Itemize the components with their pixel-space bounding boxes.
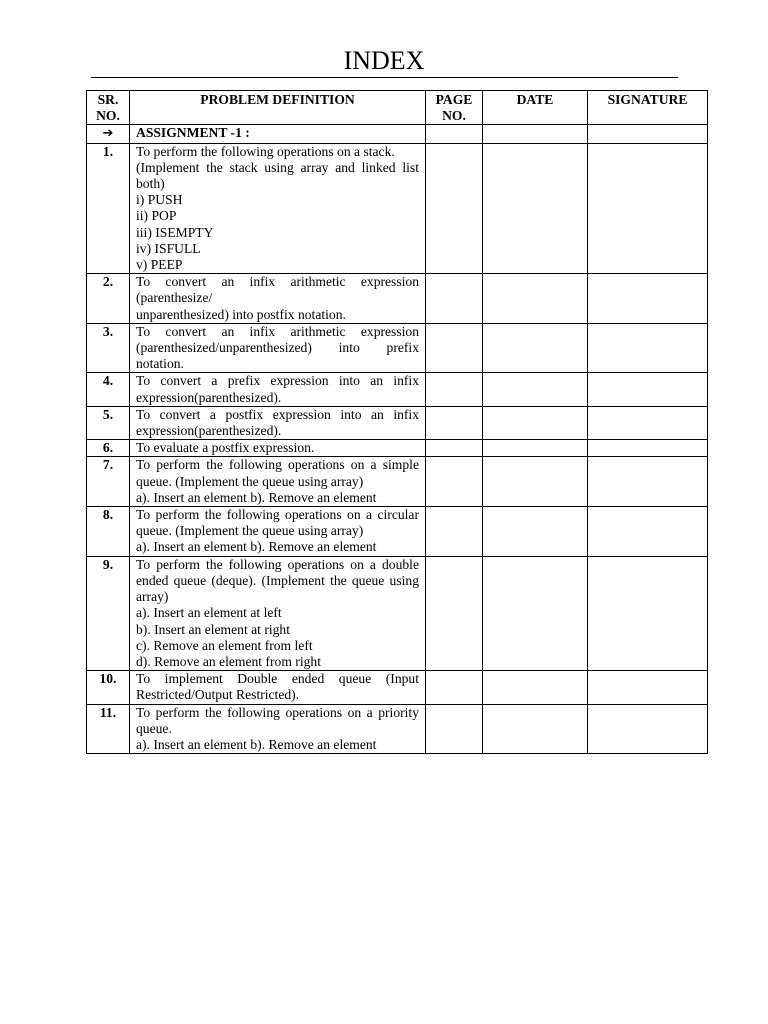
date-cell (483, 507, 588, 557)
problem-definition (130, 440, 426, 457)
header-sr-no (87, 91, 130, 125)
page-cell (426, 323, 483, 373)
table-row (87, 507, 708, 557)
table-row (87, 556, 708, 670)
table-row (87, 323, 708, 373)
problem-definition (130, 556, 426, 670)
table-row (87, 373, 708, 406)
signature-cell (588, 406, 708, 439)
date-cell (483, 704, 588, 754)
definition-line: i) PUSH (136, 192, 183, 208)
signature-cell (588, 125, 708, 143)
arrow-cell (87, 125, 130, 143)
definition-line: ii) POP (136, 208, 177, 224)
header-date: DATE (483, 91, 588, 125)
definition-line: To perform the following operations on a simple queue. (Implement the queue using array) (136, 457, 419, 489)
date-cell (483, 671, 588, 704)
signature-cell (588, 671, 708, 704)
signature-cell (588, 556, 708, 670)
page-cell (426, 440, 483, 457)
definition-line: To perform the following operations on a double ended queue (deque). (Implement the queue using array) (136, 556, 419, 605)
definition-line: To convert a prefix expression into an infix expression(parenthesized). (136, 373, 419, 405)
problem-definition (130, 143, 426, 274)
table-row (87, 457, 708, 507)
page-cell (426, 704, 483, 754)
page-cell (426, 457, 483, 507)
serial-number: 6. (87, 440, 130, 457)
page-cell (426, 125, 483, 143)
page-title: INDEX (343, 46, 425, 75)
page-cell (426, 671, 483, 704)
problem-definition (130, 457, 426, 507)
table-row (87, 440, 708, 457)
header-problem-definition: PROBLEM DEFINITION (130, 91, 426, 125)
definition-line: To perform the following operations on a circular queue. (Implement the queue using array) (136, 507, 419, 539)
right-arrow-icon: ➔ (102, 126, 114, 142)
problem-definition (130, 704, 426, 754)
page-cell (426, 507, 483, 557)
serial-number: 1. (87, 143, 130, 274)
index-table (86, 90, 708, 754)
definition-line: iii) ISEMPTY (136, 224, 214, 240)
assignment-label: ASSIGNMENT -1 : (130, 125, 426, 143)
problem-definition (130, 671, 426, 704)
definition-line: unparenthesized) into postfix notation. (136, 306, 346, 322)
date-cell (483, 125, 588, 143)
table-row (87, 671, 708, 704)
date-cell (483, 323, 588, 373)
signature-cell (588, 507, 708, 557)
page-cell (426, 274, 483, 324)
definition-line: To convert an infix arithmetic expression (parenthesize/ (136, 274, 419, 306)
signature-cell (588, 323, 708, 373)
assignment-row (87, 125, 708, 143)
date-cell (483, 556, 588, 670)
header-page-text: PAGE NO. (435, 92, 473, 124)
signature-cell (588, 274, 708, 324)
problem-definition (130, 274, 426, 324)
date-cell (483, 406, 588, 439)
definition-line: (Implement the stack using array and linked list both) (136, 159, 419, 192)
definition-line: b). Insert an element at right (136, 621, 291, 637)
problem-definition (130, 323, 426, 373)
date-cell (483, 274, 588, 324)
signature-cell (588, 704, 708, 754)
title-underline (91, 77, 678, 78)
signature-cell (588, 143, 708, 274)
definition-line: To evaluate a postfix expression. (136, 440, 315, 456)
page-cell (426, 143, 483, 274)
definition-line: To perform the following operations on a stack. (136, 143, 395, 159)
definition-line: a). Insert an element b). Remove an element (136, 736, 377, 752)
problem-definition (130, 406, 426, 439)
definition-line: To perform the following operations on a priority queue. (136, 704, 419, 736)
date-cell (483, 143, 588, 274)
signature-cell (588, 373, 708, 406)
table-row (87, 143, 708, 274)
definition-line: a). Insert an element at left (136, 605, 282, 621)
serial-number: 10. (87, 671, 130, 704)
table-row (87, 406, 708, 439)
definition-line: d). Remove an element from right (136, 653, 321, 669)
signature-cell (588, 457, 708, 507)
serial-number: 8. (87, 507, 130, 557)
serial-number: 3. (87, 323, 130, 373)
date-cell (483, 457, 588, 507)
header-sr-text: SR. NO. (96, 92, 120, 124)
definition-line: iv) ISFULL (136, 240, 201, 256)
table-row (87, 274, 708, 324)
header-page-no (426, 91, 483, 125)
definition-line: a). Insert an element b). Remove an element (136, 489, 377, 505)
definition-line: To convert an infix arithmetic expression (parenthesized/unparenthesized) into prefix notation. (136, 323, 419, 372)
page-cell (426, 406, 483, 439)
problem-definition (130, 373, 426, 406)
date-cell (483, 373, 588, 406)
serial-number: 9. (87, 556, 130, 670)
serial-number: 7. (87, 457, 130, 507)
definition-line: a). Insert an element b). Remove an element (136, 539, 377, 555)
definition-line: v) PEEP (136, 257, 183, 273)
serial-number: 11. (87, 704, 130, 754)
page-cell (426, 556, 483, 670)
header-row (87, 91, 708, 125)
serial-number: 2. (87, 274, 130, 324)
date-cell (483, 440, 588, 457)
table-row (87, 704, 708, 754)
definition-line: To implement Double ended queue (Input Restricted/Output Restricted). (136, 671, 419, 703)
page-cell (426, 373, 483, 406)
definition-line: c). Remove an element from left (136, 637, 313, 653)
serial-number: 5. (87, 406, 130, 439)
signature-cell (588, 440, 708, 457)
header-signature: SIGNATURE (588, 91, 708, 125)
problem-definition (130, 507, 426, 557)
definition-line: To convert a postfix expression into an infix expression(parenthesized). (136, 406, 419, 439)
serial-number: 4. (87, 373, 130, 406)
